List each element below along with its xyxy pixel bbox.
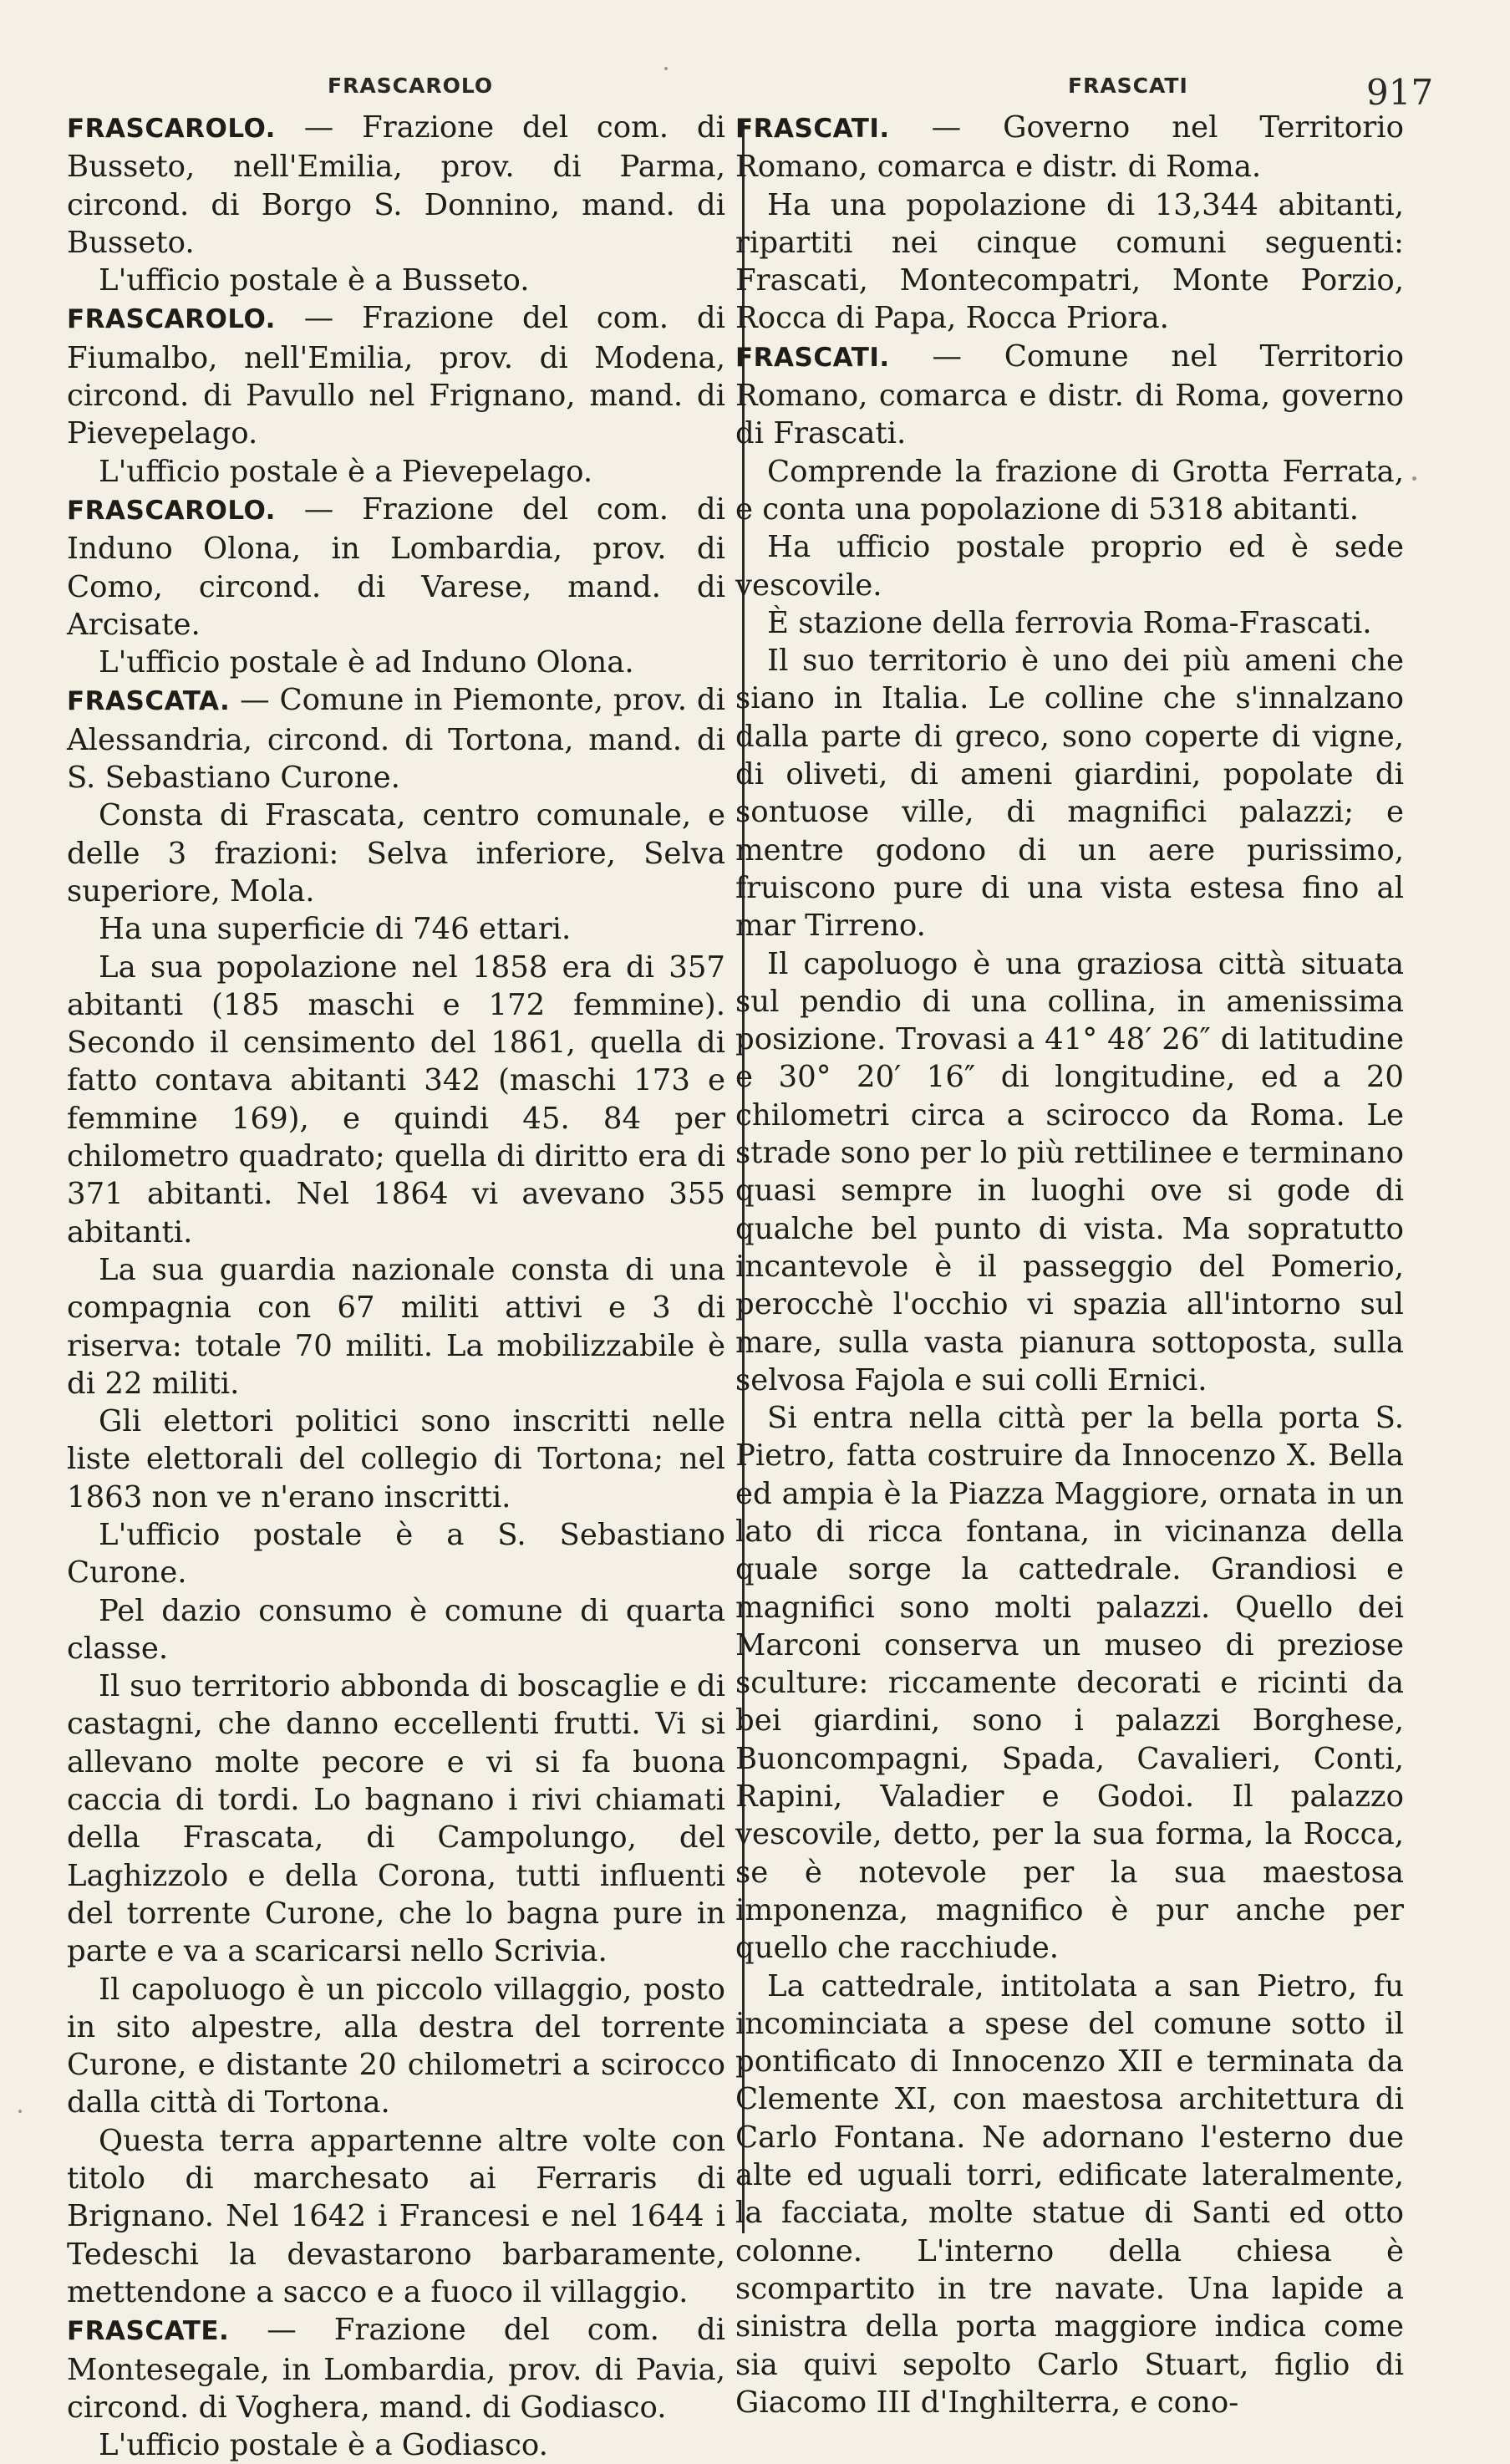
entry-text: Si entra nella città per la bella porta S. Pietro, fatta costruire da Innocenzo X. Bella ed ampia è la Piazza Maggiore, ornata in un lato di ricca fontana, in vicinanza della quale sorge la cattedrale. Grandiosi e magnifici sono molti palazzi. Quello dei Marconi conserva un museo di preziose sculture: riccamente decorati e ricinti da bei giardini, sono i palazzi Borghese, Buoncompagni, Spada, Cavalieri, Conti, Rapini, Valadier e Godoi. Il palazzo vescovile, detto, per la sua forma, la Rocca, se è notevole per la sua maestosa imponenza, magnifico è pur anche per quello che racchiude. <box>735 1401 1404 1966</box>
entry-headword: FRASCAROLO. <box>67 495 276 526</box>
right-paragraph <box>735 528 1404 604</box>
running-head-right: FRASCATI <box>1068 74 1188 98</box>
print-speck <box>1412 476 1416 481</box>
right-entry <box>735 338 1404 453</box>
entry-text: L'ufficio postale è a S. Sebastiano Curone. <box>67 1517 725 1591</box>
page-number: 917 <box>1366 72 1434 113</box>
left-paragraph <box>67 453 725 491</box>
entry-headword: FRASCATI. <box>735 114 890 144</box>
entry-headword: FRASCATI. <box>735 342 890 373</box>
entry-text: È stazione della ferrovia Roma-Frascati. <box>767 605 1372 640</box>
left-entry <box>67 681 725 797</box>
right-paragraph <box>735 642 1404 944</box>
right-paragraph <box>735 453 1404 529</box>
left-paragraph <box>67 1516 725 1592</box>
left-paragraph <box>67 1667 725 1970</box>
left-paragraph <box>67 1251 725 1403</box>
left-entry <box>67 491 725 644</box>
left-paragraph <box>67 644 725 681</box>
left-paragraph <box>67 262 725 299</box>
print-speck <box>18 2110 22 2113</box>
entry-text: — Frazione del com. di Fiumalbo, nell'Emilia, prov. di Modena, circond. di Pavullo nel Frignano, mand. di Pievepelago. <box>67 301 725 451</box>
entry-text: Pel dazio consumo è comune di quarta classe. <box>67 1593 725 1666</box>
left-entry <box>67 2311 725 2426</box>
print-speck <box>664 67 668 70</box>
entry-text: L'ufficio postale è a Godiasco. <box>99 2428 548 2463</box>
entry-text: L'ufficio postale è a Busseto. <box>99 263 530 298</box>
entry-text: La sua guardia nazionale consta di una compagnia con 67 militi attivi e 3 di riserva: totale 70 militi. La mobilizzabile è di 22 militi. <box>67 1252 725 1401</box>
entry-headword: FRASCATE. <box>67 2316 230 2347</box>
entry-text: Comprende la frazione di Grotta Ferrata, e conta una popolazione di 5318 abitanti. <box>735 454 1404 527</box>
left-paragraph <box>67 949 725 1251</box>
entry-text: — Frazione del com. di Induno Olona, in Lombardia, prov. di Como, circond. di Varese, mand. di Arcisate. <box>67 491 725 642</box>
left-paragraph <box>67 2426 725 2464</box>
left-paragraph <box>67 1592 725 1668</box>
left-entry <box>67 109 725 262</box>
entry-text: La cattedrale, intitolata a san Pietro, fu incominciata a spese del comune sotto il pontificato di Innocenzo XII e terminata da Clemente XI, con maestosa architettura di Carlo Fontana. Ne adornano l'esterno due alte ed uguali torri, edificate lateralmente, la facciata, molte statue di Santi ed otto colonne. L'interno della chiesa è scompartito in tre navate. Una lapide a sinistra della porta maggiore indica come sia quivi sepolto Carlo Stuart, figlio di Giacomo III d'Inghilterra, e cono- <box>735 1968 1404 2420</box>
entry-text: Il suo territorio abbonda di boscaglie e di castagni, che danno eccellenti frutti. Vi si allevano molte pecore e vi si fa buona caccia di tordi. Lo bagnano i rivi chiamati della Frascata, di Campolungo, del Laghizzolo e della Corona, tutti influenti del torrente Curone, che lo bagna pure in parte e va a scaricarsi nello Scrivia. <box>67 1669 725 1969</box>
entry-text: La sua popolazione nel 1858 era di 357 abitanti (185 maschi e 172 femmine). Secondo il censimento del 1861, quella di fatto contava abitanti 342 (maschi 173 e femmine 169), e quindi 45. 84 per chilometro quadrato; quella di diritto era di 371 abitanti. Nel 1864 vi avevano 355 abitanti. <box>67 949 725 1250</box>
left-column <box>67 109 725 2464</box>
running-head-left: FRASCAROLO <box>328 74 494 98</box>
entry-headword: FRASCATA. <box>67 686 231 717</box>
entry-text: — Comune in Piemonte, prov. di Alessandria, circond. di Tortona, mand. di S. Sebastiano Curone. <box>67 683 725 796</box>
entry-text: — Frazione del com. di Busseto, nell'Emilia, prov. di Parma, circond. di Borgo S. Donnino, mand. di Busseto. <box>67 110 725 260</box>
entry-text: L'ufficio postale è ad Induno Olona. <box>99 645 634 680</box>
entry-text: Il suo territorio è uno dei più ameni che siano in Italia. Le colline che s'innalzano dalla parte di greco, sono coperte di vigne, di oliveti, di ameni giardini, popolate di sontuose ville, di magnifici palazzi; e mentre godono di un aere purissimo, fruiscono pure di una vista estesa fino al mar Tirreno. <box>735 644 1404 944</box>
entry-text: Il capoluogo è una graziosa città situata sul pendio di una collina, in amenissima posizione. Trovasi a 41° 48′ 26″ di latitudine e 30° 20′ 16″ di longitudine, ed a 20 chilometri circa a scirocco da Roma. Le strade sono per lo più rettilinee e terminano quasi sempre in luoghi ove si gode di qualche bel punto di vista. Ma sopratutto incantevole è il passeggio del Pomerio, perocchè l'occhio vi spazia all'intorno sul mare, sulla vasta pianura sottoposta, sulla selvosa Fajola e sui colli Ernici. <box>735 946 1404 1397</box>
entry-text: Ha una popolazione di 13,344 abitanti, ripartiti nei cinque comuni seguenti: Frascati, Montecompatri, Monte Porzio, Rocca di Papa, Rocca Priora. <box>735 187 1404 336</box>
right-paragraph <box>735 186 1404 338</box>
entry-text: Il capoluogo è un piccolo villaggio, posto in sito alpestre, alla destra del torrente Curone, e distante 20 chilometri a scirocco dalla città di Tortona. <box>67 1972 725 2120</box>
entry-text: L'ufficio postale è a Pievepelago. <box>99 454 593 489</box>
left-paragraph <box>67 910 725 948</box>
right-column <box>735 109 1404 2421</box>
entry-text: Consta di Frascata, centro comunale, e delle 3 frazioni: Selva inferiore, Selva superiore, Mola. <box>67 798 725 909</box>
entry-text: Gli elettori politici sono inscritti nelle liste elettorali del collegio di Tortona; nel 1863 non ve n'erano inscritti. <box>67 1404 725 1515</box>
entry-headword: FRASCAROLO. <box>67 304 276 335</box>
entry-text: Ha una superficie di 746 ettari. <box>99 912 572 947</box>
left-paragraph <box>67 1403 725 1516</box>
left-paragraph <box>67 2122 725 2311</box>
left-paragraph <box>67 1971 725 2122</box>
right-entry <box>735 109 1404 186</box>
entry-text: Questa terra appartenne altre volte con titolo di marchesato ai Ferraris di Brignano. Nel 1642 i Francesi e nel 1644 i Tedeschi la devastarono barbaramente, mettendone a sacco e a fuoco il villaggio. <box>67 2123 725 2309</box>
entry-text: — Frazione del com. di Montesegale, in Lombardia, prov. di Pavia, circond. di Voghera, mand. di Godiasco. <box>67 2313 725 2425</box>
entry-text: — Governo nel Territorio Romano, comarca e distr. di Roma. <box>735 110 1404 185</box>
entry-headword: FRASCAROLO. <box>67 114 276 144</box>
right-paragraph <box>735 945 1404 1400</box>
left-paragraph <box>67 797 725 910</box>
right-paragraph <box>735 1968 1404 2422</box>
entry-text: Ha ufficio postale proprio ed è sede vescovile. <box>735 530 1404 603</box>
left-entry <box>67 299 725 452</box>
right-paragraph <box>735 1399 1404 1967</box>
right-paragraph <box>735 604 1404 642</box>
entry-text: — Comune nel Territorio Romano, comarca e distr. di Roma, governo di Frascati. <box>735 339 1404 451</box>
